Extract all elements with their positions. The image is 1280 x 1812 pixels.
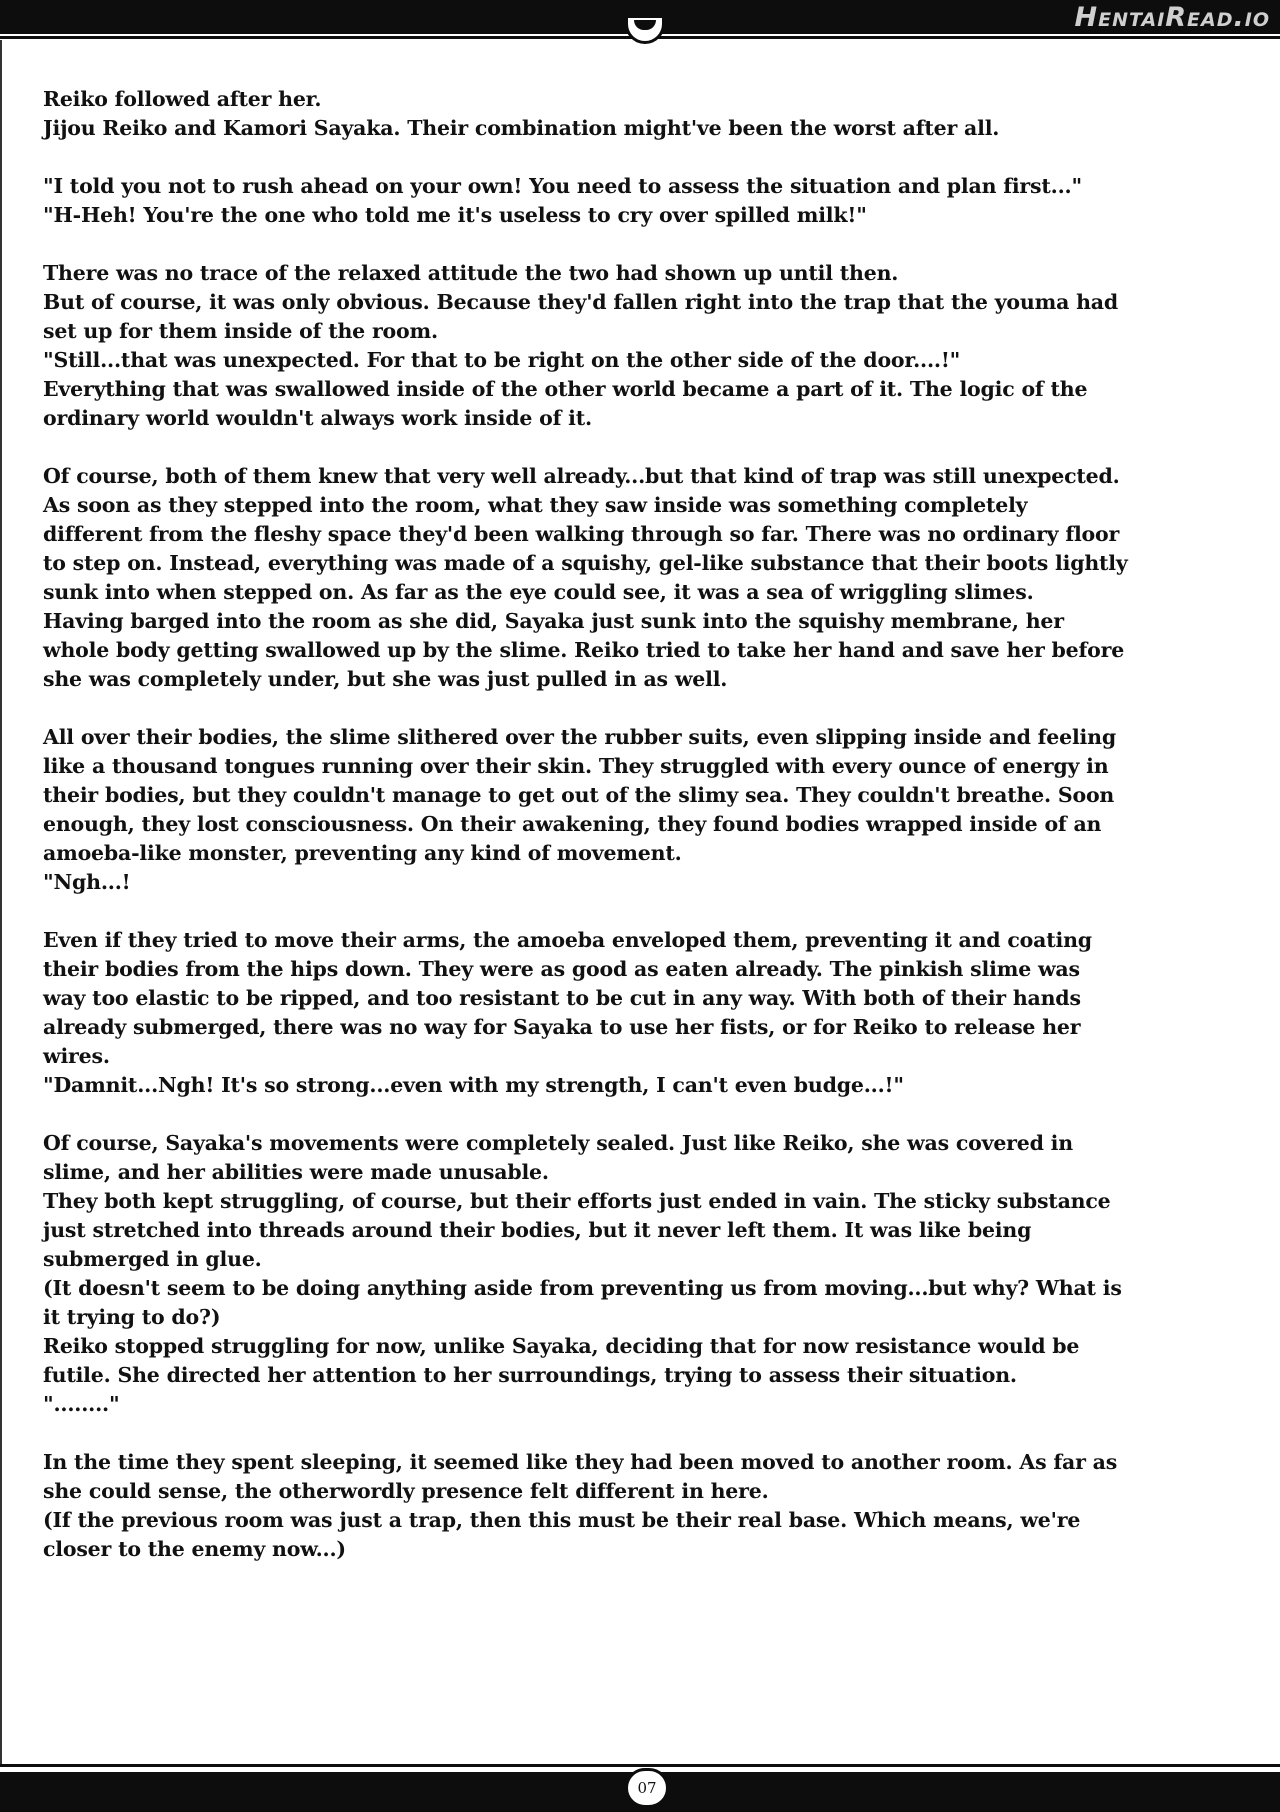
text-line: ordinary world wouldn't always work inside of it. <box>43 406 592 430</box>
paragraph-gap <box>43 433 1251 462</box>
text-line: They both kept struggling, of course, but their efforts just ended in vain. The sticky substance <box>43 1189 1111 1213</box>
text-line: There was no trace of the relaxed attitude the two had shown up until then. <box>43 261 899 285</box>
text-line: "Damnit...Ngh! It's so strong...even with my strength, I can't even budge...!" <box>43 1073 904 1097</box>
left-margin-rule <box>0 40 2 1764</box>
text-line: "Still...that was unexpected. For that to be right on the other side of the door....!" <box>43 348 961 372</box>
text-line: their bodies from the hips down. They were as good as eaten already. The pinkish slime was <box>43 957 1080 981</box>
text-line: Reiko followed after her. <box>43 87 322 111</box>
text-line: Everything that was swallowed inside of the other world became a part of it. The logic of the <box>43 377 1088 401</box>
text-line: Of course, Sayaka's movements were completely sealed. Just like Reiko, she was covered in <box>43 1131 1073 1155</box>
footer-rule <box>0 1764 1280 1767</box>
text-line: As soon as they stepped into the room, what they saw inside was something completely <box>43 493 1028 517</box>
header-ornament <box>625 18 665 44</box>
text-line: Even if they tried to move their arms, the amoeba enveloped them, preventing it and coating <box>43 928 1092 952</box>
text-line: whole body getting swallowed up by the slime. Reiko tried to take her hand and save her before <box>43 638 1125 662</box>
text-line: (If the previous room was just a trap, then this must be their real base. Which means, we're <box>43 1508 1081 1532</box>
watermark-text: HentaiRead.io <box>1074 2 1270 33</box>
text-line: "Ngh...! <box>43 870 131 894</box>
text-line: wires. <box>43 1044 110 1068</box>
text-line: different from the fleshy space they'd been walking through so far. There was no ordinary floor <box>43 522 1120 546</box>
text-line: Having barged into the room as she did, Sayaka just sunk into the squishy membrane, her <box>43 609 1064 633</box>
text-line: slime, and her abilities were made unusable. <box>43 1160 549 1184</box>
text-line: (It doesn't seem to be doing anything aside from preventing us from moving...but why? What is <box>43 1276 1122 1300</box>
text-line: But of course, it was only obvious. Because they'd fallen right into the trap that the youma had <box>43 290 1119 314</box>
paragraph-gap <box>43 1100 1251 1129</box>
text-line: sunk into when stepped on. As far as the eye could see, it was a sea of wriggling slimes. <box>43 580 1034 604</box>
paragraph-gap <box>43 897 1251 926</box>
text-line: submerged in glue. <box>43 1247 262 1271</box>
paragraph-gap <box>43 143 1251 172</box>
text-line: like a thousand tongues running over their skin. They struggled with every ounce of energy in <box>43 754 1109 778</box>
text-line: their bodies, but they couldn't manage to get out of the slimy sea. They couldn't breathe. Soon <box>43 783 1115 807</box>
page-text-body <box>43 85 1251 1564</box>
text-line: "I told you not to rush ahead on your own! You need to assess the situation and plan first..." <box>43 174 1082 198</box>
text-line: "H-Heh! You're the one who told me it's useless to cry over spilled milk!" <box>43 203 867 227</box>
page-number: 07 <box>625 1768 669 1808</box>
text-line: she could sense, the otherwordly presence felt different in here. <box>43 1479 769 1503</box>
text-line: to step on. Instead, everything was made of a squishy, gel-like substance that their boots lightly <box>43 551 1128 575</box>
text-line: In the time they spent sleeping, it seemed like they had been moved to another room. As far as <box>43 1450 1118 1474</box>
text-line: set up for them inside of the room. <box>43 319 438 343</box>
text-line: amoeba-like monster, preventing any kind of movement. <box>43 841 682 865</box>
text-line: futile. She directed her attention to her surroundings, trying to assess their situation. <box>43 1363 1017 1387</box>
text-line: closer to the enemy now...) <box>43 1537 346 1561</box>
paragraph-gap <box>43 230 1251 259</box>
paragraph-gap <box>43 1419 1251 1448</box>
text-line: it trying to do?) <box>43 1305 221 1329</box>
text-line: way too elastic to be ripped, and too resistant to be cut in any way. With both of their hands <box>43 986 1081 1010</box>
text-line: Of course, both of them knew that very well already...but that kind of trap was still unexpected. <box>43 464 1120 488</box>
text-line: she was completely under, but she was just pulled in as well. <box>43 667 728 691</box>
text-line: Jijou Reiko and Kamori Sayaka. Their combination might've been the worst after all. <box>43 116 1000 140</box>
text-line: Reiko stopped struggling for now, unlike Sayaka, deciding that for now resistance would be <box>43 1334 1080 1358</box>
text-line: already submerged, there was no way for Sayaka to use her fists, or for Reiko to release her <box>43 1015 1081 1039</box>
text-line: All over their bodies, the slime slithered over the rubber suits, even slipping inside and feeling <box>43 725 1116 749</box>
text-line: enough, they lost consciousness. On their awakening, they found bodies wrapped inside of an <box>43 812 1102 836</box>
paragraph-gap <box>43 694 1251 723</box>
text-line: "........" <box>43 1392 120 1416</box>
text-line: just stretched into threads around their bodies, but it never left them. It was like being <box>43 1218 1032 1242</box>
